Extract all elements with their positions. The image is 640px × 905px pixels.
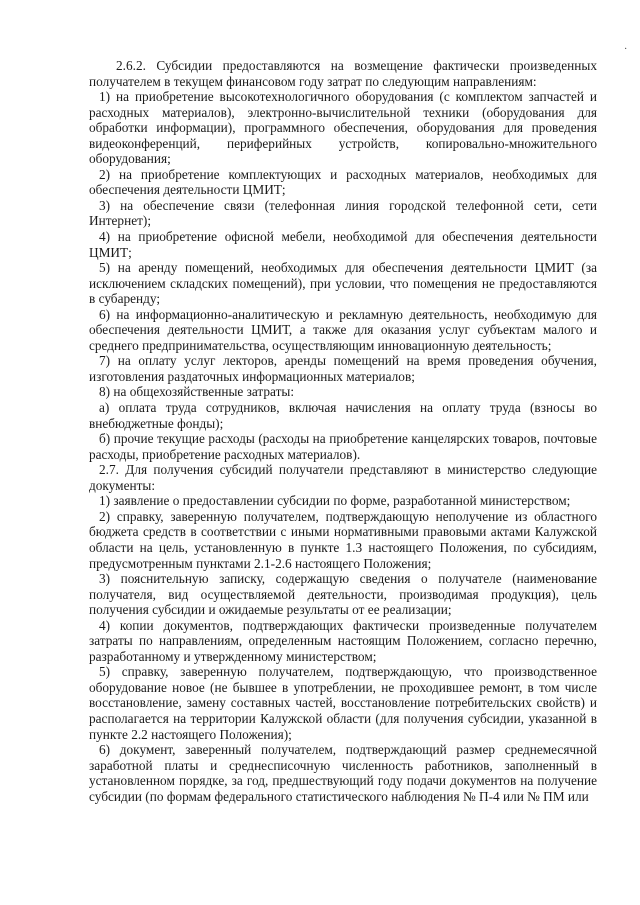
list-item-4: 4) на приобретение офисной мебели, необходимой для обеспечения деятельности ЦМИТ; (89, 229, 597, 260)
list-item-7: 7) на оплату услуг лекторов, аренды помещений на время проведения обучения, изготовления раздаточных информационных материалов; (89, 353, 597, 384)
doc-item-6: 6) документ, заверенный получателем, подтверждающий размер среднемесячной заработной платы и среднесписочную численность работников, заполненный в установленном порядке, за год, предшествующий году подачи документов на получение субсидии (по формам федерального статистического наблюдения № П-4 или № ПМ или (89, 742, 597, 804)
list-item-5: 5) на аренду помещений, необходимых для обеспечения деятельности ЦМИТ (за исключением складских помещений), при условии, что помещения не предоставляются в субаренду; (89, 260, 597, 307)
doc-item-3: 3) пояснительную записку, содержащую сведения о получателе (наименование получателя, вид осуществляемой деятельности, производимая продукция), цель получения субсидии и ожидаемые результаты от ее реализации; (89, 571, 597, 618)
list-item-1: 1) на приобретение высокотехнологичного оборудования (с комплектом запчастей и расходных материалов), электронно-вычислительной техники (оборудования для обработки информации), программного обеспечения, оборудования для проведения видеоконференций, периферийных устройств, копировально-множительного оборудования; (89, 89, 597, 167)
list-item-6: 6) на информационно-аналитическую и рекламную деятельность, необходимую для обеспечения деятельности ЦМИТ, а также для оказания услуг субъектам малого и среднего предпринимательства, осуществляющим инновационную деятельность; (89, 306, 597, 353)
margin-mark: · (624, 44, 628, 55)
list-item-8b: б) прочие текущие расходы (расходы на приобретение канцелярских товаров, почтовые расходы, приобретение расходных материалов). (89, 431, 597, 462)
paragraph-2-7: 2.7. Для получения субсидий получатели представляют в министерство следующие документы: (89, 462, 597, 493)
doc-item-1: 1) заявление о предоставлении субсидии по форме, разработанной министерством; (99, 493, 571, 509)
doc-item-2: 2) справку, заверенную получателем, подтверждающую неполучение из областного бюджета средств в соответствии с иными нормативными правовыми актами Калужской области на цель, установленную в пункте 1.3 настоящего Положения, по субсидиям, предусмотренным пунктами 2.1-2.6 настоящего Положения; (89, 508, 597, 571)
paragraph-2-6-2: 2.6.2. Субсидии предоставляются на возмещение фактически произведенных получателем в текущем финансовом году затрат по следующим направлениям: (89, 58, 597, 89)
doc-item-4: 4) копии документов, подтверждающих фактически произведенные получателем затраты по направлениям, определенным настоящим Положением, согласно перечню, разработанному и утвержденному министерством; (89, 617, 597, 664)
list-item-3: 3) на обеспечение связи (телефонная линия городской телефонной сети, сети Интернет); (89, 197, 597, 229)
document-body (89, 58, 597, 804)
list-item-2: 2) на приобретение комплектующих и расходных материалов, необходимых для обеспечения деятельности ЦМИТ; (89, 166, 597, 198)
doc-item-5: 5) справку, заверенную получателем, подтверждающую, что производственное оборудование новое (не бывшее в употреблении, не проходившее ремонт, в том числе восстановление, замену составных частей, восстановление потребительских свойств) и располагается на территории Калужской области (для получения субсидии, указанной в пункте 2.2 настоящего Положения); (89, 664, 597, 742)
list-item-8: 8) на общехозяйственные затраты: (99, 384, 295, 400)
list-item-8a: а) оплата труда сотрудников, включая начисления на оплату труда (взносы во внебюджетные фонды); (89, 400, 597, 431)
